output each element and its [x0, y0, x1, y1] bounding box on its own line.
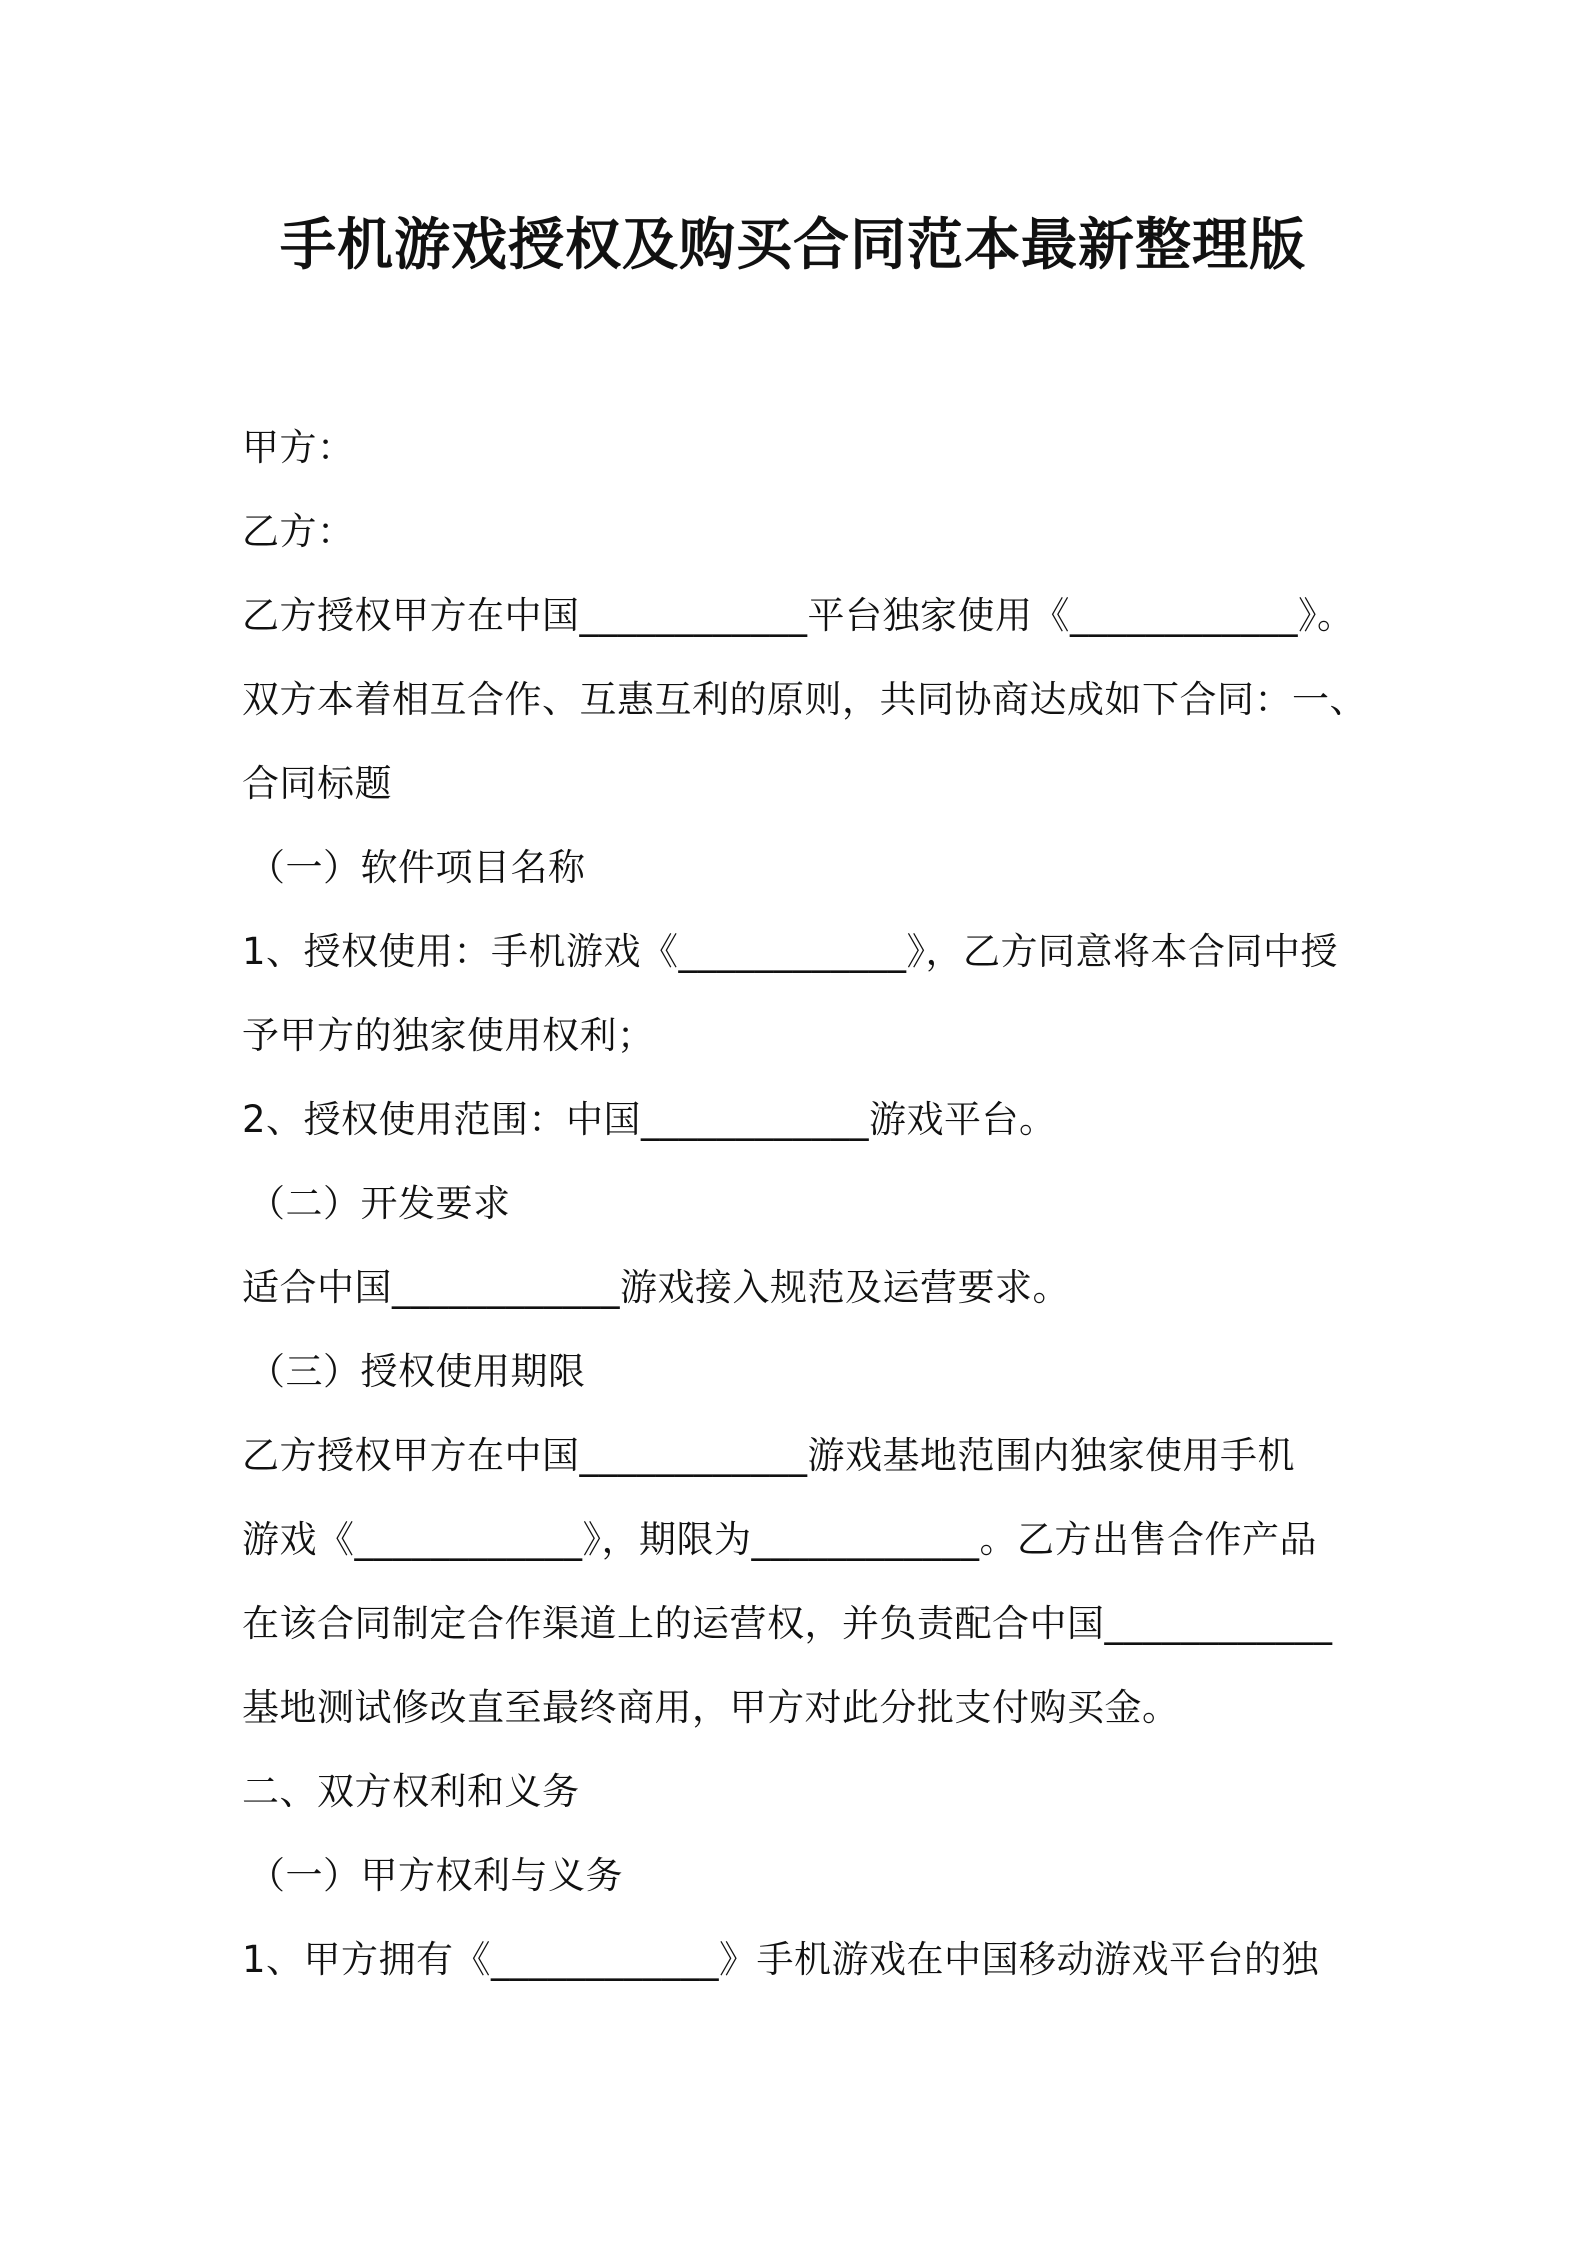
- party-a-line: 甲方：: [242, 426, 355, 469]
- paragraph-line: 双方本着相互合作、互惠互利的原则，共同协商达成如下合同：一、: [242, 678, 1367, 721]
- paragraph-line: 2、授权使用范围：中国____________游戏平台。: [242, 1098, 1057, 1141]
- paragraph-line: 基地测试修改直至最终商用，甲方对此分批支付购买金。: [242, 1686, 1180, 1729]
- paragraph-line: 合同标题: [242, 762, 392, 805]
- section-heading: 二、双方权利和义务: [242, 1770, 580, 1813]
- paragraph-line: 予甲方的独家使用权利；: [242, 1014, 655, 1057]
- document-title: 手机游戏授权及购买合同范本最新整理版: [280, 213, 1306, 278]
- section-heading: （一）甲方权利与义务: [248, 1854, 623, 1897]
- paragraph-line: 在该合同制定合作渠道上的运营权，并负责配合中国____________: [242, 1602, 1333, 1645]
- section-heading: （二）开发要求: [248, 1182, 511, 1225]
- party-b-line: 乙方：: [242, 510, 355, 553]
- section-heading: （一）软件项目名称: [248, 846, 586, 889]
- paragraph-line: 1、授权使用：手机游戏《____________》，乙方同意将本合同中授: [242, 930, 1339, 973]
- document-body: [242, 406, 1382, 2002]
- paragraph-line: 乙方授权甲方在中国____________平台独家使用《____________》。: [242, 594, 1355, 637]
- paragraph-line: 游戏《____________》，期限为____________。乙方出售合作产品: [242, 1518, 1317, 1561]
- paragraph-line: 1、甲方拥有《____________》手机游戏在中国移动游戏平台的独: [242, 1938, 1320, 1981]
- section-heading: （三）授权使用期限: [248, 1350, 586, 1393]
- paragraph-line: 适合中国____________游戏接入规范及运营要求。: [242, 1266, 1070, 1309]
- paragraph-line: 乙方授权甲方在中国____________游戏基地范围内独家使用手机: [242, 1434, 1295, 1477]
